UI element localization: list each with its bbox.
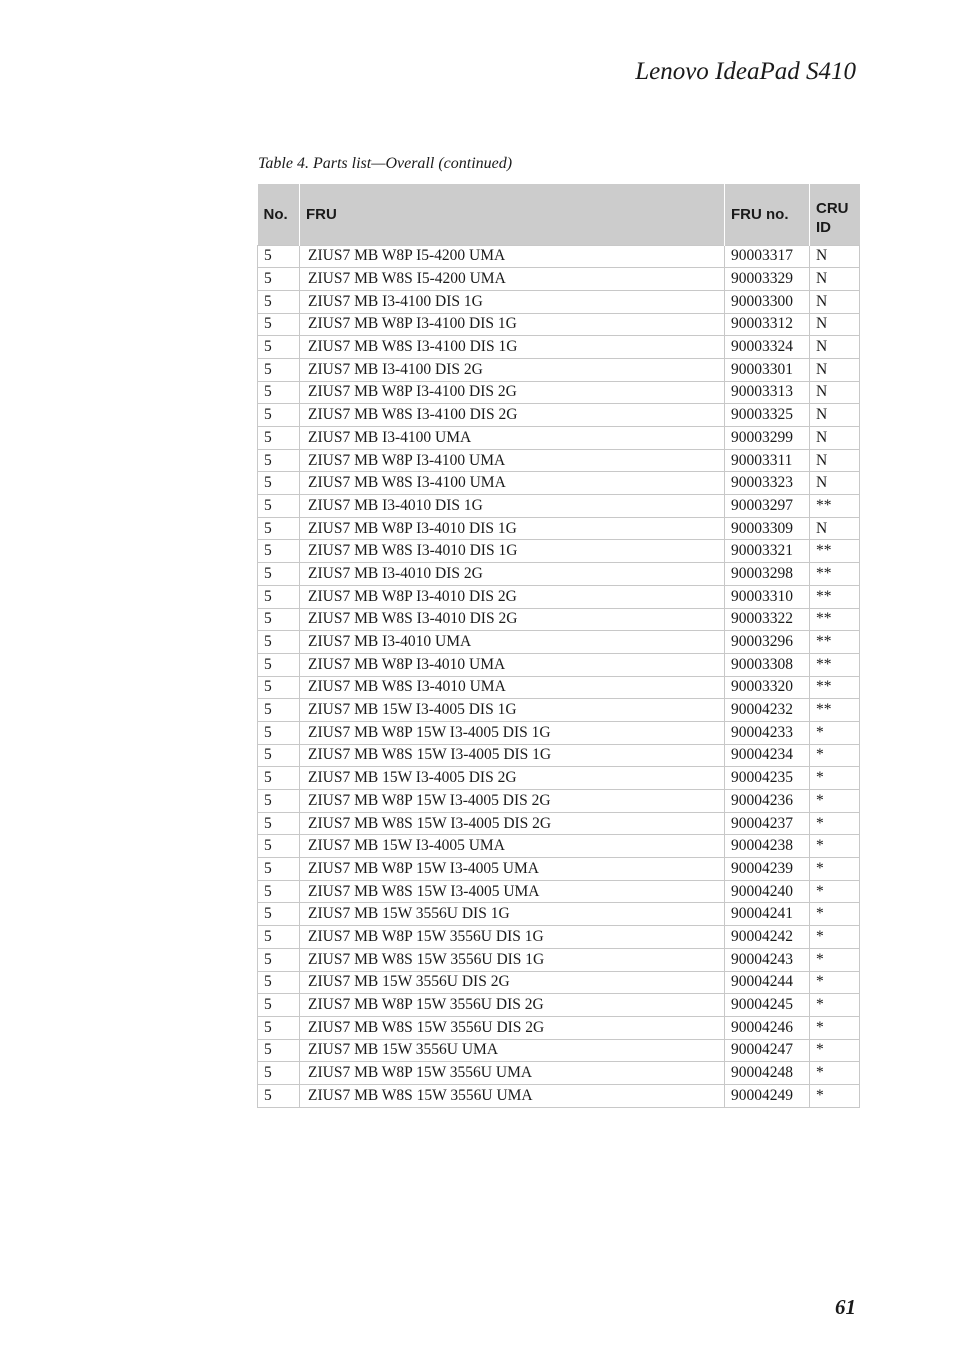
cell-fru-no: 90004242 (725, 926, 810, 949)
table-row (258, 790, 860, 813)
cell-no: 5 (258, 358, 300, 381)
cell-cru-id: ** (810, 676, 860, 699)
cell-fru: ZIUS7 MB I3-4010 DIS 2G (300, 563, 725, 586)
cell-cru-id: ** (810, 540, 860, 563)
column-header-cru-id (810, 184, 860, 245)
cell-fru-no: 90003301 (725, 358, 810, 381)
cell-fru-no: 90004240 (725, 880, 810, 903)
cell-fru: ZIUS7 MB W8S I5-4200 UMA (300, 268, 725, 291)
cell-cru-id: N (810, 336, 860, 359)
cell-no: 5 (258, 1084, 300, 1107)
cell-cru-id: * (810, 903, 860, 926)
cell-no: 5 (258, 1039, 300, 1062)
cell-fru-no: 90004239 (725, 858, 810, 881)
cell-fru-no: 90004236 (725, 790, 810, 813)
cell-fru: ZIUS7 MB I3-4100 UMA (300, 427, 725, 450)
table-row (258, 971, 860, 994)
cell-no: 5 (258, 767, 300, 790)
cell-fru-no: 90003324 (725, 336, 810, 359)
cell-cru-id: N (810, 472, 860, 495)
cell-fru: ZIUS7 MB W8P I3-4010 DIS 2G (300, 585, 725, 608)
table-row (258, 381, 860, 404)
table-row (258, 1062, 860, 1085)
cell-cru-id: * (810, 1062, 860, 1085)
page-number: 61 (835, 1295, 856, 1319)
cell-no: 5 (258, 858, 300, 881)
table-row (258, 404, 860, 427)
cell-fru: ZIUS7 MB W8P 15W I3-4005 DIS 2G (300, 790, 725, 813)
cell-cru-id: * (810, 880, 860, 903)
cell-fru-no: 90004249 (725, 1084, 810, 1107)
cell-no: 5 (258, 449, 300, 472)
cell-no: 5 (258, 404, 300, 427)
cell-fru-no: 90003300 (725, 290, 810, 313)
cell-fru: ZIUS7 MB W8S 15W I3-4005 UMA (300, 880, 725, 903)
table-row (258, 608, 860, 631)
cell-no: 5 (258, 631, 300, 654)
cell-fru-no: 90004238 (725, 835, 810, 858)
cell-fru-no: 90004247 (725, 1039, 810, 1062)
cell-no: 5 (258, 290, 300, 313)
cell-fru-no: 90003311 (725, 449, 810, 472)
table-row (258, 835, 860, 858)
cell-cru-id: N (810, 404, 860, 427)
cell-cru-id: ** (810, 631, 860, 654)
cell-fru: ZIUS7 MB W8S 15W I3-4005 DIS 1G (300, 744, 725, 767)
cell-no: 5 (258, 1062, 300, 1085)
cell-cru-id: N (810, 245, 860, 268)
table-caption: Table 4. Parts list—Overall (continued) (258, 155, 513, 172)
cell-no: 5 (258, 790, 300, 813)
cru-header-line1: CRU (816, 200, 849, 218)
running-header-title: Lenovo IdeaPad S410 (635, 58, 856, 85)
cell-no: 5 (258, 540, 300, 563)
cell-fru: ZIUS7 MB W8S 15W 3556U DIS 2G (300, 1016, 725, 1039)
cell-fru: ZIUS7 MB 15W 3556U UMA (300, 1039, 725, 1062)
cell-fru-no: 90003322 (725, 608, 810, 631)
cell-fru: ZIUS7 MB I3-4010 DIS 1G (300, 495, 725, 518)
cell-cru-id: * (810, 790, 860, 813)
table-row (258, 427, 860, 450)
table-row (258, 358, 860, 381)
cell-cru-id: N (810, 449, 860, 472)
cell-fru-no: 90004235 (725, 767, 810, 790)
cell-fru-no: 90004232 (725, 699, 810, 722)
cell-no: 5 (258, 835, 300, 858)
header-row (258, 184, 860, 245)
cell-cru-id: * (810, 767, 860, 790)
cell-fru-no: 90004244 (725, 971, 810, 994)
cell-cru-id: ** (810, 585, 860, 608)
cell-fru: ZIUS7 MB W8P 15W 3556U UMA (300, 1062, 725, 1085)
table-row (258, 767, 860, 790)
cell-fru: ZIUS7 MB W8P 15W 3556U DIS 1G (300, 926, 725, 949)
cell-fru-no: 90003309 (725, 517, 810, 540)
cell-fru: ZIUS7 MB W8P I3-4010 DIS 1G (300, 517, 725, 540)
cell-fru-no: 90003325 (725, 404, 810, 427)
table-row (258, 1039, 860, 1062)
table-row (258, 268, 860, 291)
cell-no: 5 (258, 336, 300, 359)
cell-no: 5 (258, 495, 300, 518)
column-header-fru-no: FRU no. (725, 184, 810, 245)
column-header-no: No. (258, 184, 300, 245)
cell-fru: ZIUS7 MB 15W I3-4005 DIS 2G (300, 767, 725, 790)
cru-header-line2: ID (816, 219, 831, 237)
cell-no: 5 (258, 381, 300, 404)
table-row (258, 653, 860, 676)
cell-fru-no: 90003317 (725, 245, 810, 268)
table-row (258, 313, 860, 336)
cell-cru-id: * (810, 926, 860, 949)
cell-cru-id: * (810, 744, 860, 767)
cell-no: 5 (258, 744, 300, 767)
cell-cru-id: ** (810, 699, 860, 722)
cell-cru-id: ** (810, 495, 860, 518)
table-row (258, 336, 860, 359)
cell-cru-id: * (810, 812, 860, 835)
table-row (258, 563, 860, 586)
cell-fru-no: 90004241 (725, 903, 810, 926)
cell-no: 5 (258, 608, 300, 631)
cell-fru-no: 90004248 (725, 1062, 810, 1085)
cell-fru: ZIUS7 MB W8P I3-4100 DIS 2G (300, 381, 725, 404)
cell-fru: ZIUS7 MB W8S I3-4100 DIS 1G (300, 336, 725, 359)
cell-fru-no: 90004245 (725, 994, 810, 1017)
column-header-fru: FRU (300, 184, 725, 245)
cell-no: 5 (258, 653, 300, 676)
cell-fru-no: 90003321 (725, 540, 810, 563)
table-row (258, 699, 860, 722)
cell-no: 5 (258, 585, 300, 608)
cell-fru-no: 90004246 (725, 1016, 810, 1039)
cell-cru-id: * (810, 994, 860, 1017)
cell-no: 5 (258, 926, 300, 949)
cell-no: 5 (258, 994, 300, 1017)
table-row (258, 540, 860, 563)
cell-no: 5 (258, 903, 300, 926)
table-row (258, 926, 860, 949)
cell-fru-no: 90004234 (725, 744, 810, 767)
cell-cru-id: * (810, 835, 860, 858)
cell-fru-no: 90004233 (725, 721, 810, 744)
table-row (258, 994, 860, 1017)
table-row (258, 858, 860, 881)
cell-no: 5 (258, 699, 300, 722)
table-row (258, 1016, 860, 1039)
cell-cru-id: N (810, 358, 860, 381)
cell-fru: ZIUS7 MB W8S 15W I3-4005 DIS 2G (300, 812, 725, 835)
table-row (258, 721, 860, 744)
cell-no: 5 (258, 880, 300, 903)
cell-fru: ZIUS7 MB I3-4010 UMA (300, 631, 725, 654)
cell-fru: ZIUS7 MB I3-4100 DIS 1G (300, 290, 725, 313)
cell-no: 5 (258, 563, 300, 586)
cell-cru-id: ** (810, 563, 860, 586)
cell-no: 5 (258, 517, 300, 540)
cell-fru-no: 90003313 (725, 381, 810, 404)
table-row (258, 676, 860, 699)
cell-fru-no: 90003296 (725, 631, 810, 654)
table-row (258, 631, 860, 654)
table-row (258, 812, 860, 835)
cell-no: 5 (258, 427, 300, 450)
cell-cru-id: N (810, 517, 860, 540)
cell-cru-id: * (810, 1016, 860, 1039)
cell-fru-no: 90003323 (725, 472, 810, 495)
cell-no: 5 (258, 472, 300, 495)
cell-fru: ZIUS7 MB W8P I3-4100 DIS 1G (300, 313, 725, 336)
cell-no: 5 (258, 948, 300, 971)
cell-fru: ZIUS7 MB I3-4100 DIS 2G (300, 358, 725, 381)
table-row (258, 880, 860, 903)
cell-cru-id: ** (810, 653, 860, 676)
cell-fru: ZIUS7 MB W8S I3-4010 UMA (300, 676, 725, 699)
cell-cru-id: * (810, 858, 860, 881)
cell-fru: ZIUS7 MB W8P 15W 3556U DIS 2G (300, 994, 725, 1017)
cell-cru-id: * (810, 971, 860, 994)
cell-no: 5 (258, 971, 300, 994)
parts-table-body (258, 245, 860, 1107)
table-row (258, 449, 860, 472)
cell-fru: ZIUS7 MB W8S I3-4010 DIS 2G (300, 608, 725, 631)
cell-cru-id: ** (810, 608, 860, 631)
cell-fru: ZIUS7 MB W8S I3-4100 DIS 2G (300, 404, 725, 427)
cell-fru: ZIUS7 MB W8P I3-4010 UMA (300, 653, 725, 676)
cell-fru: ZIUS7 MB W8S 15W 3556U DIS 1G (300, 948, 725, 971)
cell-cru-id: N (810, 381, 860, 404)
cell-no: 5 (258, 1016, 300, 1039)
cell-fru: ZIUS7 MB W8P 15W I3-4005 DIS 1G (300, 721, 725, 744)
table-row (258, 495, 860, 518)
cell-fru-no: 90004237 (725, 812, 810, 835)
cell-cru-id: N (810, 268, 860, 291)
cell-cru-id: N (810, 313, 860, 336)
cell-cru-id: * (810, 1039, 860, 1062)
cell-fru: ZIUS7 MB 15W 3556U DIS 2G (300, 971, 725, 994)
cell-fru-no: 90003329 (725, 268, 810, 291)
cell-fru-no: 90003298 (725, 563, 810, 586)
table-row (258, 245, 860, 268)
cell-fru-no: 90003297 (725, 495, 810, 518)
table-row (258, 472, 860, 495)
cell-cru-id: N (810, 427, 860, 450)
cell-fru: ZIUS7 MB 15W I3-4005 UMA (300, 835, 725, 858)
table-row (258, 1084, 860, 1107)
cell-cru-id: * (810, 721, 860, 744)
cell-fru-no: 90003320 (725, 676, 810, 699)
cell-cru-id: N (810, 290, 860, 313)
cell-fru-no: 90003308 (725, 653, 810, 676)
table-row (258, 744, 860, 767)
cell-fru-no: 90003312 (725, 313, 810, 336)
cell-fru: ZIUS7 MB W8P 15W I3-4005 UMA (300, 858, 725, 881)
cell-fru: ZIUS7 MB W8S 15W 3556U UMA (300, 1084, 725, 1107)
cell-fru-no: 90003299 (725, 427, 810, 450)
cell-fru: ZIUS7 MB W8S I3-4010 DIS 1G (300, 540, 725, 563)
cell-fru: ZIUS7 MB 15W I3-4005 DIS 1G (300, 699, 725, 722)
table-row (258, 290, 860, 313)
parts-table (257, 184, 860, 1108)
cell-fru: ZIUS7 MB W8P I3-4100 UMA (300, 449, 725, 472)
cell-fru: ZIUS7 MB W8P I5-4200 UMA (300, 245, 725, 268)
table-row (258, 903, 860, 926)
cell-no: 5 (258, 812, 300, 835)
cell-fru: ZIUS7 MB 15W 3556U DIS 1G (300, 903, 725, 926)
cell-no: 5 (258, 313, 300, 336)
cell-fru: ZIUS7 MB W8S I3-4100 UMA (300, 472, 725, 495)
table-row (258, 585, 860, 608)
cell-no: 5 (258, 721, 300, 744)
table-row (258, 948, 860, 971)
parts-table-header (258, 184, 860, 245)
cell-no: 5 (258, 268, 300, 291)
cell-cru-id: * (810, 1084, 860, 1107)
cell-fru-no: 90004243 (725, 948, 810, 971)
table-row (258, 517, 860, 540)
cell-no: 5 (258, 245, 300, 268)
cell-cru-id: * (810, 948, 860, 971)
cell-fru-no: 90003310 (725, 585, 810, 608)
cell-no: 5 (258, 676, 300, 699)
